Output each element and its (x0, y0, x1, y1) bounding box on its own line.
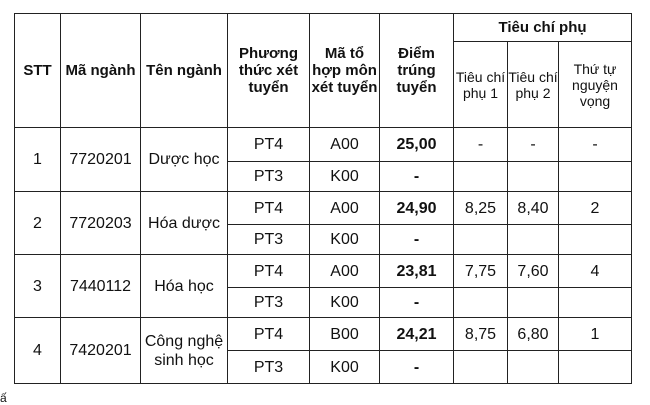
cell-ma-to-hop: A00 (310, 128, 380, 162)
header-tcp2: Tiêu chí phụ 2 (508, 42, 559, 128)
cell-ma-to-hop: A00 (310, 192, 380, 225)
header-tieu-chi-phu: Tiêu chí phụ (454, 14, 632, 42)
table-row (15, 255, 632, 288)
cell-ma-to-hop: K00 (310, 288, 380, 318)
cell-phuong-thuc: PT3 (228, 162, 310, 192)
cell-phuong-thuc: PT3 (228, 225, 310, 255)
cell-ma-nganh: 7720201 (61, 128, 141, 192)
cell-phuong-thuc: PT3 (228, 288, 310, 318)
cell-tieu-chi-phu-2: 7,60 (508, 255, 559, 288)
cell-tieu-chi-phu-1 (454, 351, 508, 384)
cell-thu-tu-nguyen-vong: 2 (559, 192, 632, 225)
header-ten-nganh: Tên ngành (141, 14, 228, 128)
cell-tieu-chi-phu-1 (454, 162, 508, 192)
cell-stt: 2 (15, 192, 61, 255)
cell-tieu-chi-phu-1: 8,25 (454, 192, 508, 225)
cell-phuong-thuc: PT4 (228, 255, 310, 288)
cell-tieu-chi-phu-1: 8,75 (454, 318, 508, 351)
cell-diem: - (380, 162, 454, 192)
cell-ten-nganh: Dược học (141, 128, 228, 192)
cell-tieu-chi-phu-2 (508, 288, 559, 318)
cell-tieu-chi-phu-2 (508, 351, 559, 384)
cell-tieu-chi-phu-2: 6,80 (508, 318, 559, 351)
cell-phuong-thuc: PT4 (228, 318, 310, 351)
header-ma-to-hop: Mã tổ hợp môn xét tuyển (310, 14, 380, 128)
table-row (15, 318, 632, 351)
cell-ma-nganh: 7720203 (61, 192, 141, 255)
cell-tieu-chi-phu-1: - (454, 128, 508, 162)
cell-thu-tu-nguyen-vong: 4 (559, 255, 632, 288)
cell-diem: - (380, 351, 454, 384)
cell-thu-tu-nguyen-vong (559, 351, 632, 384)
cell-ma-to-hop: K00 (310, 162, 380, 192)
cell-thu-tu-nguyen-vong (559, 225, 632, 255)
cell-ma-nganh: 7420201 (61, 318, 141, 384)
cell-tieu-chi-phu-2: 8,40 (508, 192, 559, 225)
header-thu-tu: Thứ tự nguyện vọng (559, 42, 632, 128)
cell-diem: 24,21 (380, 318, 454, 351)
cell-tieu-chi-phu-1: 7,75 (454, 255, 508, 288)
cell-tieu-chi-phu-2 (508, 225, 559, 255)
cell-stt: 4 (15, 318, 61, 384)
cell-diem: 23,81 (380, 255, 454, 288)
cell-diem: - (380, 288, 454, 318)
cell-ma-nganh: 7440112 (61, 255, 141, 318)
table-row (15, 192, 632, 225)
cell-tieu-chi-phu-2 (508, 162, 559, 192)
cell-ten-nganh: Hóa dược (141, 192, 228, 255)
cell-stt: 3 (15, 255, 61, 318)
table-row (15, 128, 632, 162)
cell-thu-tu-nguyen-vong: 1 (559, 318, 632, 351)
cell-tieu-chi-phu-1 (454, 288, 508, 318)
cell-diem: 24,90 (380, 192, 454, 225)
cell-ma-to-hop: K00 (310, 225, 380, 255)
cell-ten-nganh: Công nghệ sinh học (141, 318, 228, 384)
cell-phuong-thuc: PT3 (228, 351, 310, 384)
cell-thu-tu-nguyen-vong (559, 288, 632, 318)
header-diem: Điểm trúng tuyển (380, 14, 454, 128)
cell-diem: 25,00 (380, 128, 454, 162)
cell-ten-nganh: Hóa học (141, 255, 228, 318)
cell-diem: - (380, 225, 454, 255)
cell-thu-tu-nguyen-vong: - (559, 128, 632, 162)
cell-tieu-chi-phu-2: - (508, 128, 559, 162)
admission-scores-table (14, 13, 632, 384)
cell-phuong-thuc: PT4 (228, 192, 310, 225)
header-phuong-thuc: Phương thức xét tuyển (228, 14, 310, 128)
table-body (15, 128, 632, 384)
cell-ma-to-hop: B00 (310, 318, 380, 351)
cell-tieu-chi-phu-1 (454, 225, 508, 255)
cell-phuong-thuc: PT4 (228, 128, 310, 162)
header-stt: STT (15, 14, 61, 128)
cell-ma-to-hop: K00 (310, 351, 380, 384)
header-tcp1: Tiêu chí phụ 1 (454, 42, 508, 128)
cell-stt: 1 (15, 128, 61, 192)
cell-thu-tu-nguyen-vong (559, 162, 632, 192)
header-ma-nganh: Mã ngành (61, 14, 141, 128)
footnote-text: ấ (0, 391, 7, 405)
cell-ma-to-hop: A00 (310, 255, 380, 288)
